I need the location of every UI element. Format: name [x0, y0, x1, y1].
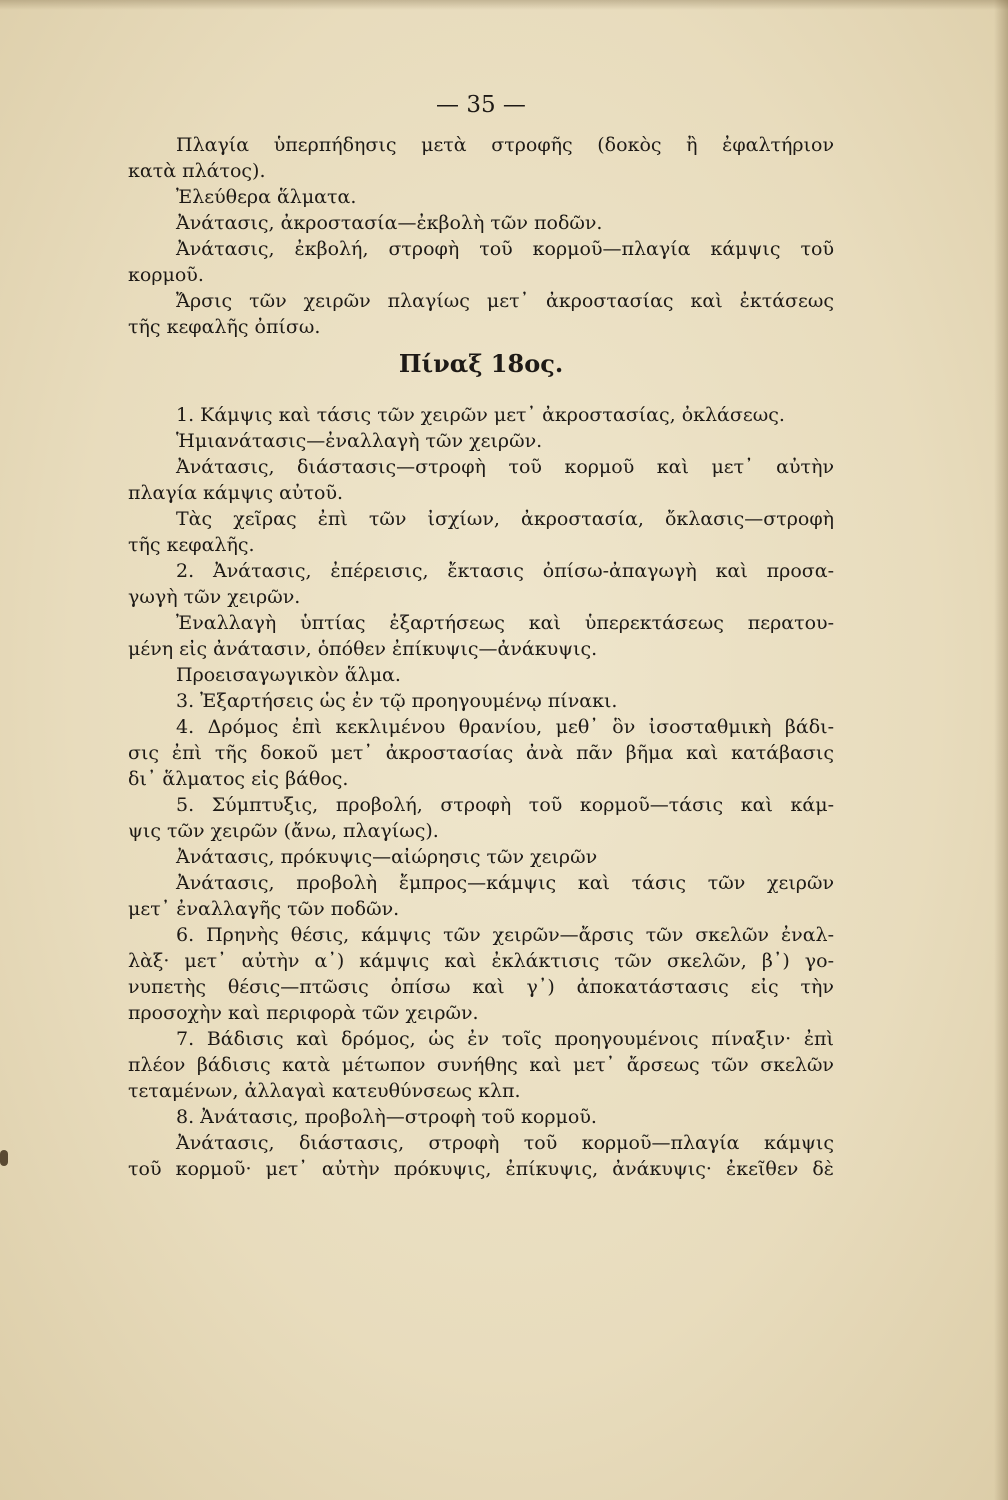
- text-line: Ἀνάτασις, διάστασις—στροφὴ τοῦ κορμοῦ καὶ μετ᾽ αὐτὴν: [176, 456, 834, 478]
- text-line: τῆς κεφαλῆς ὀπίσω.: [128, 316, 321, 338]
- text-line: 5. Σύμπτυξις, προβολή, στροφὴ τοῦ κορμοῦ—τάσις καὶ κάμ-: [176, 794, 834, 816]
- text-line: Προεισαγωγικὸν ἅλμα.: [176, 664, 401, 686]
- text-line: Πλαγία ὑπερπήδησις μετὰ στροφῆς (δοκὸς ἢ ἐφαλτήριον: [176, 134, 834, 156]
- text-line: τοῦ κορμοῦ· μετ᾽ αὐτὴν πρόκυψις, ἐπίκυψις, ἀνάκυψις· ἐκεῖθεν δὲ: [128, 1158, 834, 1180]
- table-title: Πίναξ 18ος.: [398, 349, 564, 378]
- text-line: τεταμένων, ἀλλαγαὶ κατευθύνσεως κλπ.: [128, 1080, 521, 1102]
- text-line: κατὰ πλάτος).: [128, 160, 266, 182]
- text-line: Τὰς χεῖρας ἐπὶ τῶν ἰσχίων, ἀκροστασία, ὄκλασις—στροφὴ: [176, 508, 834, 530]
- text-line: τῆς κεφαλῆς.: [128, 534, 255, 556]
- text-line: Ἀνάτασις, διάστασις, στροφὴ τοῦ κορμοῦ—πλαγία κάμψις: [176, 1132, 834, 1154]
- section-before-title: [128, 132, 834, 340]
- text-line: 8. Ἀνάτασις, προβολὴ—στροφὴ τοῦ κορμοῦ.: [176, 1106, 597, 1128]
- text-line: Ἀνάτασις, ἐκβολή, στροφὴ τοῦ κορμοῦ—πλαγία κάμψις τοῦ: [176, 238, 834, 260]
- page-edge-shadow-right: [994, 0, 1008, 1500]
- page-text-block: [128, 88, 834, 1182]
- text-line: νυπετὴς θέσις—πτῶσις ὀπίσω καὶ γ᾽) ἀποκατάστασις εἰς τὴν: [128, 976, 834, 998]
- text-line: πλαγία κάμψις αὐτοῦ.: [128, 482, 344, 504]
- text-line: σις ἐπὶ τῆς δοκοῦ μετ᾽ ἀκροστασίας ἀνὰ πᾶν βῆμα καὶ κατάβασις: [128, 742, 834, 764]
- text-line: γωγὴ τῶν χειρῶν.: [128, 586, 301, 608]
- text-line: πλέον βάδισις κατὰ μέτωπον συνήθης καὶ μετ᾽ ἄρσεως τῶν σκελῶν: [128, 1054, 834, 1076]
- text-line: Ἄρσις τῶν χειρῶν πλαγίως μετ᾽ ἀκροστασίας καὶ ἐκτάσεως: [176, 290, 834, 312]
- text-line: ψις τῶν χειρῶν (ἄνω, πλαγίως).: [128, 820, 439, 842]
- section-after-title: [128, 402, 834, 1182]
- text-line: μετ᾽ ἐναλλαγῆς τῶν ποδῶν.: [128, 898, 400, 920]
- text-line: Ἀνάτασις, πρόκυψις—αἰώρησις τῶν χειρῶν: [176, 846, 598, 868]
- text-line: μένη εἰς ἀνάτασιν, ὁπόθεν ἐπίκυψις—ἀνάκυψις.: [128, 638, 598, 660]
- text-line: 3. Ἐξαρτήσεις ὡς ἐν τῷ προηγουμένῳ πίνακι.: [176, 690, 618, 712]
- page-edge-shadow-top: [0, 0, 1008, 10]
- text-line: Ἡμιανάτασις—ἐναλλαγὴ τῶν χειρῶν.: [176, 430, 543, 452]
- text-line: δι᾽ ἅλματος εἰς βάθος.: [128, 768, 349, 790]
- text-line: Ἐλεύθερα ἅλματα.: [176, 186, 357, 208]
- text-line: 2. Ἀνάτασις, ἐπέρεισις, ἔκτασις ὀπίσω-ἀπαγωγὴ καὶ προσα-: [176, 560, 834, 582]
- text-line: λὰξ· μετ᾽ αὐτὴν α᾽) κάμψις καὶ ἐκλάκτισις τῶν σκελῶν, β᾽) γο-: [128, 950, 834, 972]
- text-line: 7. Βάδισις καὶ δρόμος, ὡς ἐν τοῖς προηγουμένοις πίναξιν· ἐπὶ: [176, 1028, 834, 1050]
- ink-speck: [0, 1150, 8, 1166]
- text-line: Ἐναλλαγὴ ὑπτίας ἐξαρτήσεως καὶ ὑπερεκτάσεως περατου-: [176, 612, 834, 634]
- text-line: Ἀνάτασις, προβολὴ ἔμπρος—κάμψις καὶ τάσις τῶν χειρῶν: [176, 872, 834, 894]
- text-line: 1. Κάμψις καὶ τάσις τῶν χειρῶν μετ᾽ ἀκροστασίας, ὀκλάσεως.: [176, 404, 785, 426]
- text-line: Ἀνάτασις, ἀκροστασία—ἐκβολὴ τῶν ποδῶν.: [176, 212, 603, 234]
- page-number: — 35 —: [436, 92, 526, 118]
- text-line: κορμοῦ.: [128, 264, 204, 286]
- text-line: 4. Δρόμος ἐπὶ κεκλιμένου θρανίου, μεθ᾽ ὃν ἰσοσταθμικὴ βάδι-: [176, 716, 834, 738]
- text-line: προσοχὴν καὶ περιφορὰ τῶν χειρῶν.: [128, 1002, 479, 1024]
- text-line: 6. Πρηνὴς θέσις, κάμψις τῶν χειρῶν—ἄρσις τῶν σκελῶν ἐναλ-: [176, 924, 834, 946]
